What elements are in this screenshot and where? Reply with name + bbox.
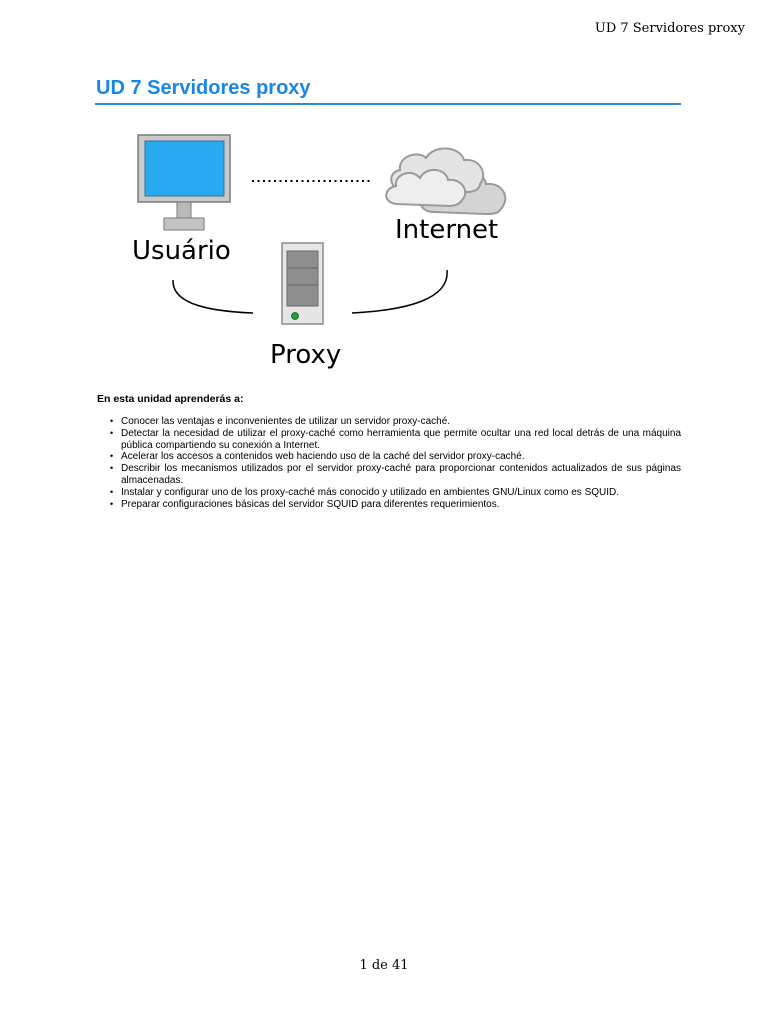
proxy-label: Proxy <box>270 340 342 370</box>
computer-monitor-icon <box>138 135 230 230</box>
bullet-icon: • <box>110 451 114 462</box>
bullet-icon: • <box>110 486 114 497</box>
proxy-internet-connector <box>352 270 447 313</box>
list-item-text: Conocer las ventajas e inconvenientes de utilizar un servidor proxy-caché. <box>121 416 451 427</box>
list-item <box>97 416 681 428</box>
bullet-icon: • <box>110 416 114 426</box>
page-number: 1 de 41 <box>359 958 409 973</box>
user-proxy-connector <box>173 280 253 313</box>
list-item <box>97 463 681 487</box>
proxy-diagram <box>120 126 540 382</box>
list-item-text: Detectar la necesidad de utilizar el proxy-caché como herramienta que permite ocultar una red local detrás de una máquina pública compartiendo su conexión a Internet. <box>121 427 681 451</box>
bullet-icon: • <box>110 463 114 474</box>
internet-label: Internet <box>395 215 499 245</box>
running-header: UD 7 Servidores proxy <box>594 21 745 36</box>
page-title: UD 7 Servidores proxy <box>96 77 311 99</box>
list-item <box>97 499 681 511</box>
bullet-icon: • <box>110 498 114 509</box>
bullet-icon: • <box>110 427 114 438</box>
list-item-text: Describir los mecanismos utilizados por el servidor proxy-caché para proporcionar contenidos actualizados de sus páginas almacenadas. <box>121 463 681 486</box>
list-item <box>97 428 681 452</box>
objectives-list <box>97 416 681 510</box>
list-item-text: Acelerar los accesos a contenidos web haciendo uso de la caché del servidor proxy-caché. <box>121 451 525 463</box>
objectives-intro: En esta unidad aprenderás a: <box>97 393 244 405</box>
cloud-icon <box>386 148 505 214</box>
list-item <box>97 487 681 499</box>
user-label: Usuário <box>132 236 231 266</box>
list-item-text: Preparar configuraciones básicas del servidor SQUID para diferentes requerimientos. <box>121 498 500 510</box>
title-underline <box>95 103 681 105</box>
list-item-text: Instalar y configurar uno de los proxy-caché más conocido y utilizado en ambientes GNU/Linux como es SQUID. <box>121 486 620 498</box>
list-item <box>97 451 681 463</box>
server-tower-icon <box>282 243 323 324</box>
